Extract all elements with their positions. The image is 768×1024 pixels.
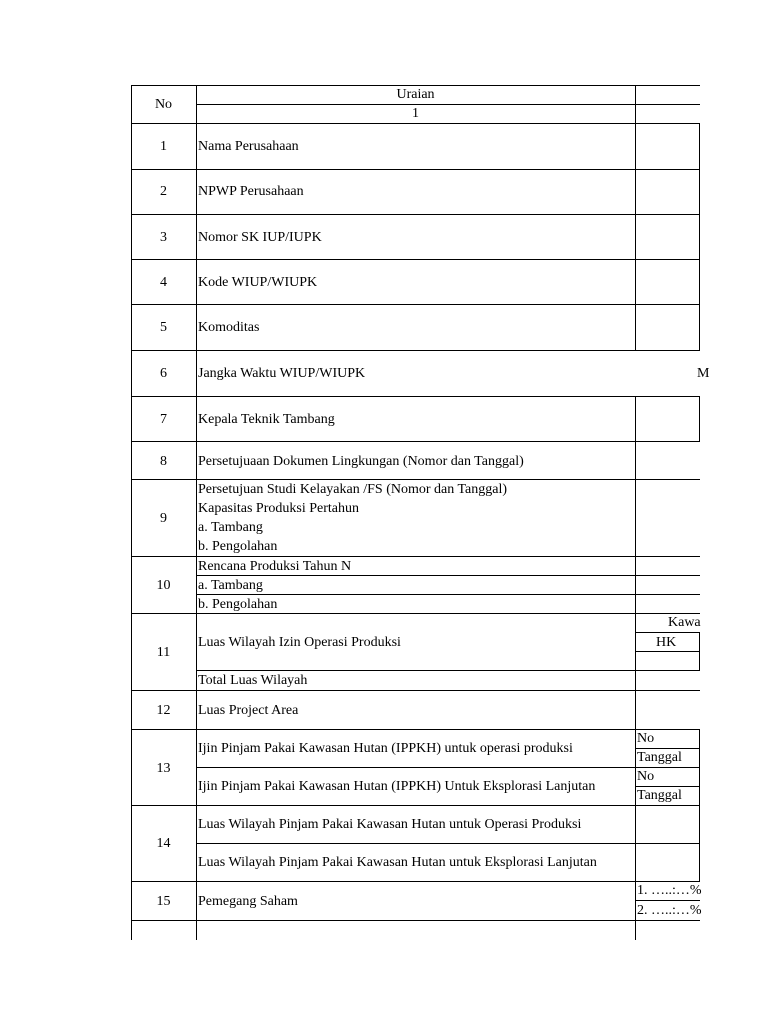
row-label: Persetujuan Studi Kelayakan /FS (Nomor dan Tanggal) — [198, 482, 508, 497]
row-number: 3 — [160, 230, 167, 245]
row-label: Ijin Pinjam Pakai Kawasan Hutan (IPPKH) untuk operasi produksi — [198, 741, 573, 756]
field-label-no: No — [637, 769, 655, 784]
row-label: Komoditas — [198, 320, 260, 335]
row-label: Kepala Teknik Tambang — [198, 412, 335, 427]
header-bottom-border — [131, 123, 700, 124]
row-label: Kapasitas Produksi Pertahun — [198, 501, 359, 516]
row-border — [131, 805, 700, 806]
header-uraian: Uraian — [396, 87, 435, 102]
field-label-no: No — [637, 731, 655, 746]
row-number: 6 — [160, 366, 167, 381]
row-number: 1 — [160, 139, 167, 154]
col-divider-uraian — [635, 396, 636, 940]
total-label: Total Luas Wilayah — [198, 673, 308, 688]
row-number: 15 — [156, 894, 171, 909]
col-divider-uraian — [635, 85, 636, 350]
col-divider-no — [196, 85, 197, 940]
row-border — [131, 304, 700, 305]
row-number: 14 — [156, 836, 171, 851]
row-border — [131, 350, 700, 351]
row-label: Nama Perusahaan — [198, 139, 299, 154]
row-number: 12 — [156, 703, 171, 718]
row-border — [131, 920, 700, 921]
value-cell-fragment: M — [697, 366, 710, 381]
row-number: 13 — [156, 761, 171, 776]
row-number: 8 — [160, 454, 167, 469]
row-label: Rencana Produksi Tahun N — [198, 559, 352, 574]
row-border — [131, 214, 700, 215]
row-label: b. Pengolahan — [198, 597, 278, 612]
row-label: Kode WIUP/WIUPK — [198, 275, 318, 290]
row-border — [131, 441, 700, 442]
row-number: 5 — [160, 320, 167, 335]
row-label: Nomor SK IUP/IUPK — [198, 230, 322, 245]
sub-row-border — [196, 767, 700, 768]
shareholder-entry: 1. …..:…% — [637, 883, 702, 898]
col-divider-value — [699, 123, 700, 350]
row-label: Persetujuaan Dokumen Lingkungan (Nomor dan Tanggal) — [198, 454, 524, 469]
row-label: Ijin Pinjam Pakai Kawasan Hutan (IPPKH) Untuk Eksplorasi Lanjutan — [198, 779, 596, 794]
sub-row-border — [196, 843, 700, 844]
field-label-tanggal: Tanggal — [637, 750, 682, 765]
row-border — [131, 169, 700, 170]
row-border — [131, 259, 700, 260]
col-divider-value — [699, 632, 700, 671]
col-divider-value — [699, 805, 700, 881]
row-label: Luas Wilayah Izin Operasi Produksi — [198, 635, 401, 650]
row-label: a. Tambang — [198, 520, 263, 535]
row-number: 7 — [160, 412, 167, 427]
row-label: Pemegang Saham — [198, 894, 298, 909]
row-number: 10 — [156, 578, 171, 593]
row-label: Luas Wilayah Pinjam Pakai Kawasan Hutan untuk Operasi Produksi — [198, 817, 582, 832]
row-number: 2 — [160, 184, 167, 199]
shareholder-entry: 2. …..:…% — [637, 903, 702, 918]
header-no: No — [154, 97, 173, 112]
row-label: b. Pengolahan — [198, 539, 278, 554]
row-label: NPWP Perusahaan — [198, 184, 304, 199]
sub-header-kawasan: Kawa — [668, 615, 701, 630]
row-label: Luas Wilayah Pinjam Pakai Kawasan Hutan untuk Eksplorasi Lanjutan — [198, 855, 597, 870]
row-number: 4 — [160, 275, 167, 290]
row-border — [131, 690, 700, 691]
row-label: Luas Project Area — [198, 703, 299, 718]
row-number: 9 — [160, 511, 167, 526]
field-label-tanggal: Tanggal — [637, 788, 682, 803]
col-divider-value — [699, 396, 700, 442]
row-label: a. Tambang — [198, 578, 263, 593]
sub-column-hk: HK — [656, 635, 677, 650]
row-label: Jangka Waktu WIUP/WIUPK — [198, 366, 366, 381]
row-border — [131, 729, 700, 730]
col-divider-value — [699, 729, 700, 806]
row-border — [131, 881, 700, 882]
row-number: 11 — [156, 645, 171, 660]
row-border — [131, 396, 700, 397]
header-column-number: 1 — [412, 106, 419, 121]
